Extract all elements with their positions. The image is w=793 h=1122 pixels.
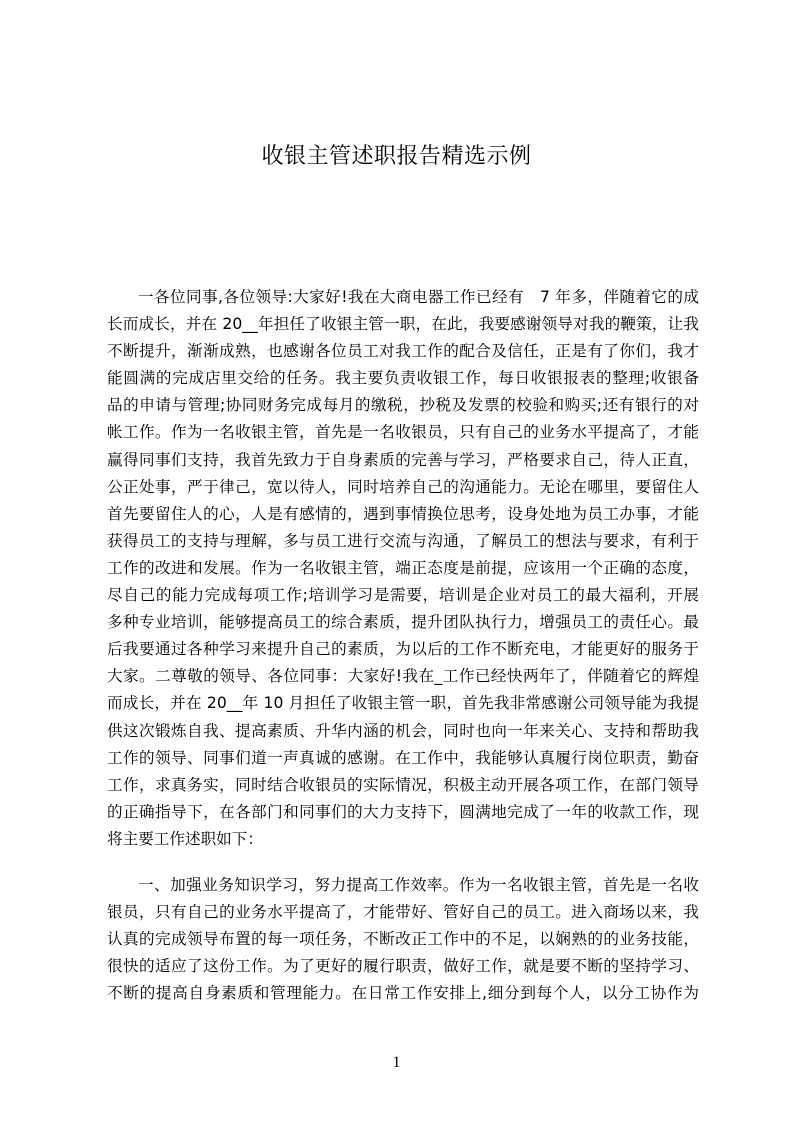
paragraph-line: 公正处事，严于律己，宽以待人，同时培养自己的沟通能力。无论在哪里，要留住人 [107, 477, 699, 496]
paragraph-line: 一、加强业务知识学习，努力提高工作效率。作为一名收银主管，首先是一名收 [138, 876, 699, 894]
paragraph-line: 工作，求真务实，同时结合收银员的实际情况，积极主动开展各项工作，在部门领导 [107, 775, 699, 794]
paragraph-line: 大家。二尊敬的领导、各位同事：大家好!我在_工作已经快两年了，伴随着它的辉煌 [107, 667, 699, 686]
paragraph-line: 尽自己的能力完成每项工作;培训学习是需要，培训是企业对员工的最大福利，开展 [107, 586, 699, 605]
paragraph-line: 供这次锻炼自我、提高素质、升华内涵的机会，同时也向一年来关心、支持和帮助我 [107, 721, 699, 740]
paragraph-line: 工作的领导、同事们道一声真诚的感谢。在工作中，我能够认真履行岗位职责，勤奋 [107, 748, 699, 767]
paragraph-line: 银员，只有自己的业务水平提高了，才能带好、管好自己的员工。进入商场以来，我 [107, 903, 699, 922]
paragraph-line: 能圆满的完成店里交给的任务。我主要负责收银工作，每日收银报表的整理;收银备 [107, 369, 699, 388]
paragraph-line: 后我要通过各种学习来提升自己的素质，为以后的工作不断充电，才能更好的服务于 [107, 640, 699, 659]
paragraph-line: 将主要工作述职如下： [107, 829, 263, 848]
paragraph-line: 获得员工的支持与理解，多与员工进行交流与沟通，了解员工的想法与要求，有利于 [107, 531, 699, 550]
paragraph-line: 长而成长，并在 20__年担任了收银主管一职，在此，我要感谢领导对我的鞭策，让我 [107, 315, 699, 334]
paragraph-line: 不断提升，渐渐成熟，也感谢各位员工对我工作的配合及信任，正是有了你们，我才 [107, 342, 699, 361]
paragraph-line: 品的申请与管理;协同财务完成每月的缴税，抄税及发票的校验和购买;还有银行的对 [107, 396, 699, 415]
paragraph-line: 工作的改进和发展。作为一名收银主管，端正态度是前提，应该用一个正确的态度， [107, 558, 699, 577]
paragraph-2 [107, 872, 699, 1007]
document-title: 收银主管述职报告精选示例 [261, 144, 532, 169]
paragraph-line: 的正确指导下，在各部门和同事们的大力支持下，圆满地完成了一年的收款工作，现 [107, 802, 699, 821]
paragraph-line: 不断的提高自身素质和管理能力。在日常工作安排上,细分到每个人，以分工协作为 [107, 984, 699, 1003]
page-number: 1 [392, 1054, 401, 1071]
paragraph-line: 帐工作。作为一名收银主管，首先是一名收银员，只有自己的业务水平提高了，才能 [107, 423, 699, 442]
paragraph-line: 认真的完成领导布置的每一项任务，不断改正工作中的不足，以娴熟的的业务技能， [107, 930, 699, 949]
paragraph-line: 而成长，并在 20__年 10 月担任了收银主管一职，首先我非常感谢公司领导能为我提 [107, 694, 699, 713]
paragraph-line: 一各位同事,各位领导:大家好!我在大商电器工作已经有 7 年多，伴随着它的成 [138, 288, 699, 306]
paragraph-1 [107, 284, 699, 853]
paragraph-line: 赢得同事们支持，我首先致力于自身素质的完善与学习，严格要求自己，待人正直， [107, 450, 699, 469]
paragraph-line: 首先要留住人的心，人是有感情的，遇到事情换位思考，设身处地为员工办事，才能 [107, 504, 699, 523]
paragraph-line: 多种专业培训，能够提高员工的综合素质，提升团队执行力，增强员工的责任心。最 [107, 613, 699, 632]
paragraph-line: 很快的适应了这份工作。为了更好的履行职责，做好工作，就是要不断的坚持学习、 [107, 957, 699, 976]
